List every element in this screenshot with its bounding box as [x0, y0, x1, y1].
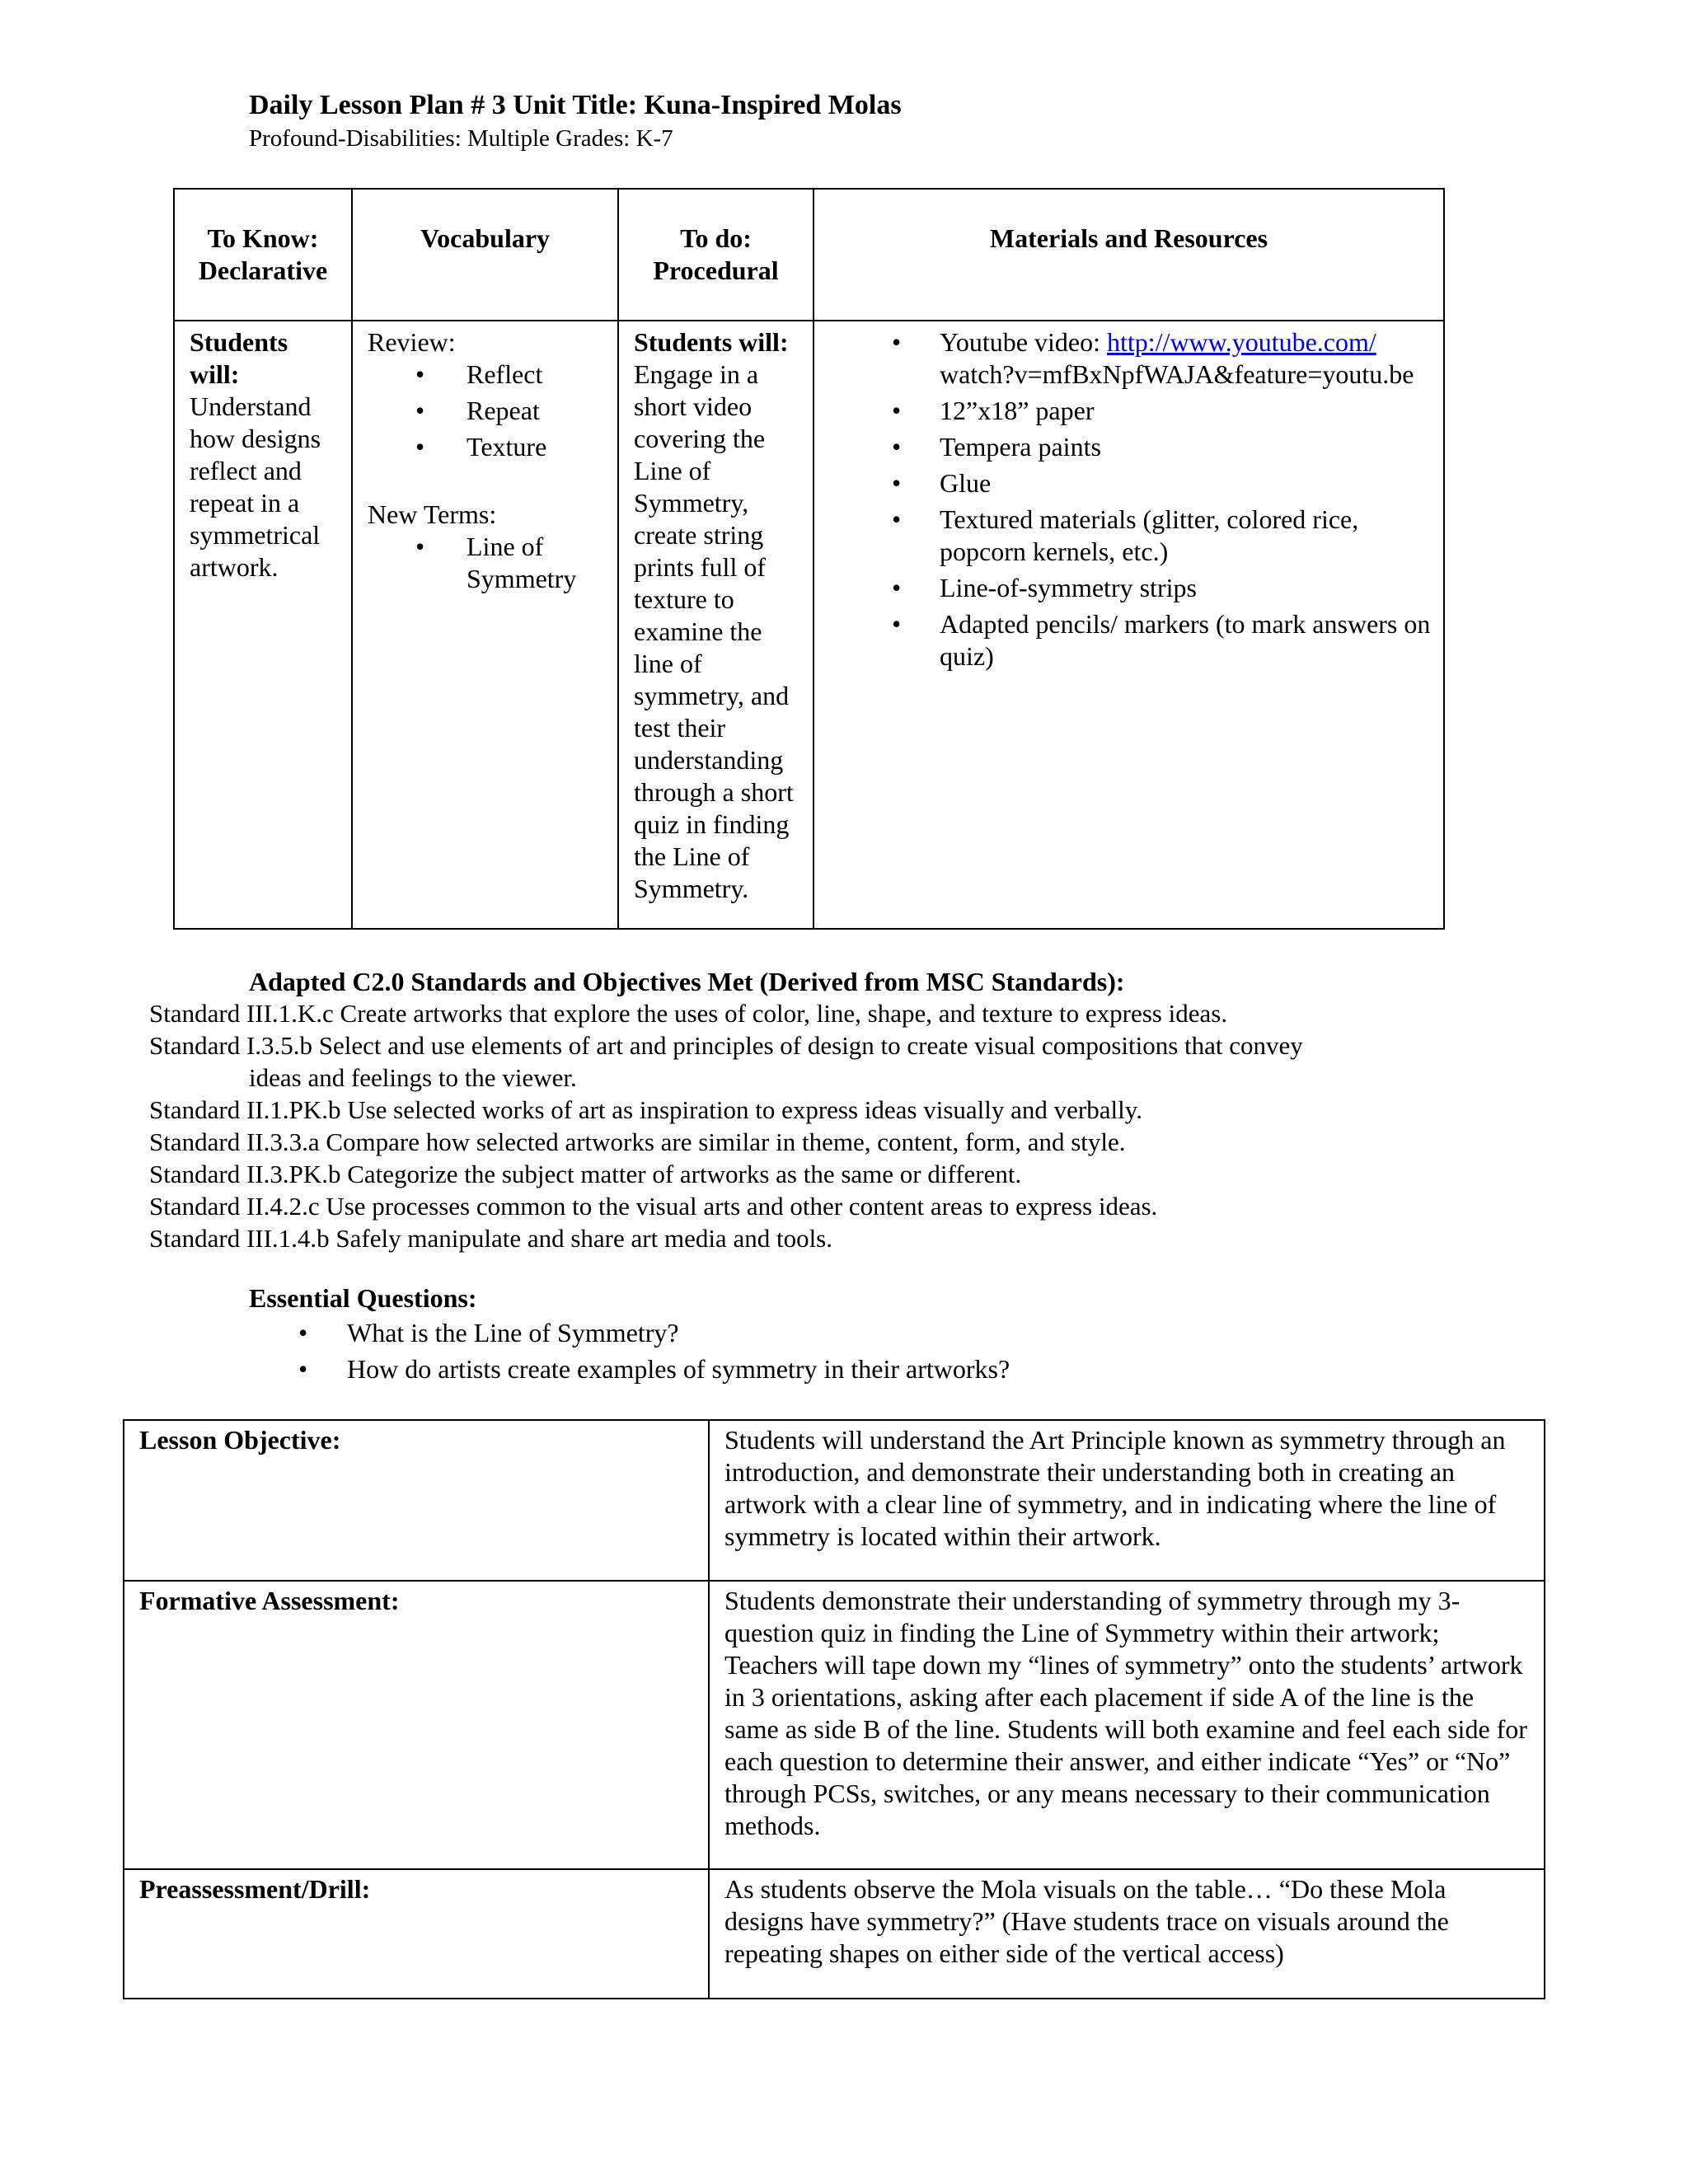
- standard-line: Standard II.3.3.a Compare how selected artworks are similar in theme, content, form, and style.: [149, 1127, 1126, 1156]
- header-to-know: [174, 189, 352, 321]
- to-know-lead: Students will:: [190, 327, 288, 389]
- essential-questions-list: [249, 1315, 1010, 1387]
- essential-questions-heading: Essential Questions:: [249, 1283, 477, 1313]
- video-url-rest: watch?v=mfBxNpfWAJA&feature=youtu.be: [940, 359, 1414, 389]
- preassessment-text: As students observe the Mola visuals on the table… “Do these Mola designs have symmetry?” (Have students trace on visuals around the repeating shapes on either side of the vertical access): [709, 1869, 1545, 1999]
- question-item: • What is the Line of Symmetry?: [249, 1315, 1010, 1351]
- new-terms-label: New Terms:: [368, 499, 497, 529]
- preassessment-label: Preassessment/Drill:: [124, 1869, 709, 1999]
- standard-line: Standard II.4.2.c Use processes common to the visual arts and other content areas to express ideas.: [149, 1192, 1158, 1221]
- formative-label: Formative Assessment:: [124, 1581, 709, 1869]
- overview-body-row: [174, 321, 1444, 929]
- header-vocabulary: Vocabulary: [352, 189, 618, 321]
- header-to-do-line1: To do:: [680, 223, 752, 253]
- material-item: • Tempera paints: [829, 431, 1435, 463]
- material-item: • Line-of-symmetry strips: [829, 572, 1435, 604]
- material-item: • Textured materials (glitter, colored rice, popcorn kernels, etc.): [829, 504, 1435, 568]
- vocab-item: • Line of Symmetry: [368, 531, 582, 595]
- standard-line: Standard III.1.4.b Safely manipulate and share art media and tools.: [149, 1224, 832, 1253]
- vocab-item: • Reflect: [368, 359, 609, 395]
- to-know-text: Understand how designs reflect and repeat in a symmetrical artwork.: [190, 391, 321, 582]
- formative-text: Students demonstrate their understanding of symmetry through my 3-question quiz in finding the Line of Symmetry within their artwork; Teachers will tape down my “lines of symmetry” onto the students’ artwork in 3 orientations, asking after each placement if side A of the line is the same as side B of the line. Students will both examine and feel each side for each question to determine their answer, and either indicate “Yes” or “No” through PCSs, switches, or any means necessary to their communication methods.: [709, 1581, 1545, 1869]
- review-label: Review:: [368, 327, 456, 357]
- to-do-lead: Students will:: [634, 327, 789, 357]
- material-item: • Adapted pencils/ markers (to mark answers on quiz): [829, 608, 1435, 673]
- lesson-details-table: [123, 1419, 1545, 1999]
- standard-line: Standard II.3.PK.b Categorize the subject matter of artworks as the same or different.: [149, 1160, 1022, 1188]
- youtube-link[interactable]: http://www.youtube.com/: [1106, 327, 1376, 357]
- details-row-formative: [124, 1581, 1545, 1869]
- material-item: • Glue: [829, 467, 1435, 499]
- details-row-preassessment: [124, 1869, 1545, 1999]
- question-item: • How do artists create examples of symmetry in their artworks?: [249, 1351, 1010, 1387]
- lesson-overview-table: [173, 188, 1445, 930]
- header-materials: Materials and Resources: [814, 189, 1444, 321]
- to-do-text: Engage in a short video covering the Line of Symmetry, create string prints full of texture to examine the line of symmetry, and test their understanding through a short quiz in finding the Line of Symmetry.: [634, 359, 794, 903]
- header-to-know-line1: To Know:: [207, 223, 319, 253]
- standard-line: Standard II.1.PK.b Use selected works of art as inspiration to express ideas visually and verbally.: [149, 1095, 1142, 1124]
- new-terms-list: [368, 531, 609, 595]
- objective-text: Students will understand the Art Principle known as symmetry through an introduction, and demonstrate their understanding both in creating an artwork with a clear line of symmetry, and in indicating where the line of symmetry is located within their artwork.: [709, 1420, 1545, 1581]
- standard-line: ideas and feelings to the viewer.: [249, 1063, 577, 1092]
- standards-list: [149, 997, 1435, 1254]
- header-to-do: [618, 189, 814, 321]
- materials-cell: [814, 321, 1444, 929]
- details-row-objective: [124, 1420, 1545, 1581]
- objective-label: Lesson Objective:: [124, 1420, 709, 1581]
- standards-heading: Adapted C2.0 Standards and Objectives Met (Derived from MSC Standards):: [249, 967, 1125, 996]
- vocabulary-cell: [352, 321, 618, 929]
- to-know-cell: [174, 321, 352, 929]
- vocab-item: • Texture: [368, 431, 609, 463]
- page-title: Daily Lesson Plan # 3 Unit Title: Kuna-Inspired Molas: [249, 90, 902, 120]
- standard-line: Standard I.3.5.b Select and use elements of art and principles of design to create visual compositions that convey: [149, 1031, 1303, 1060]
- material-item-video: [829, 326, 1435, 391]
- header-to-do-line2: Procedural: [653, 255, 779, 285]
- to-do-cell: [618, 321, 814, 929]
- page-subtitle: Profound-Disabilities: Multiple Grades: K-7: [249, 125, 673, 152]
- material-item: • 12”x18” paper: [829, 395, 1435, 427]
- review-list: [368, 359, 609, 463]
- overview-header-row: [174, 189, 1444, 321]
- video-label: Youtube video:: [940, 327, 1107, 357]
- header-to-know-line2: Declarative: [198, 255, 328, 285]
- materials-list: [829, 326, 1435, 673]
- standard-line: Standard III.1.K.c Create artworks that explore the uses of color, line, shape, and texture to express ideas.: [149, 999, 1228, 1028]
- vocab-item: • Repeat: [368, 395, 609, 431]
